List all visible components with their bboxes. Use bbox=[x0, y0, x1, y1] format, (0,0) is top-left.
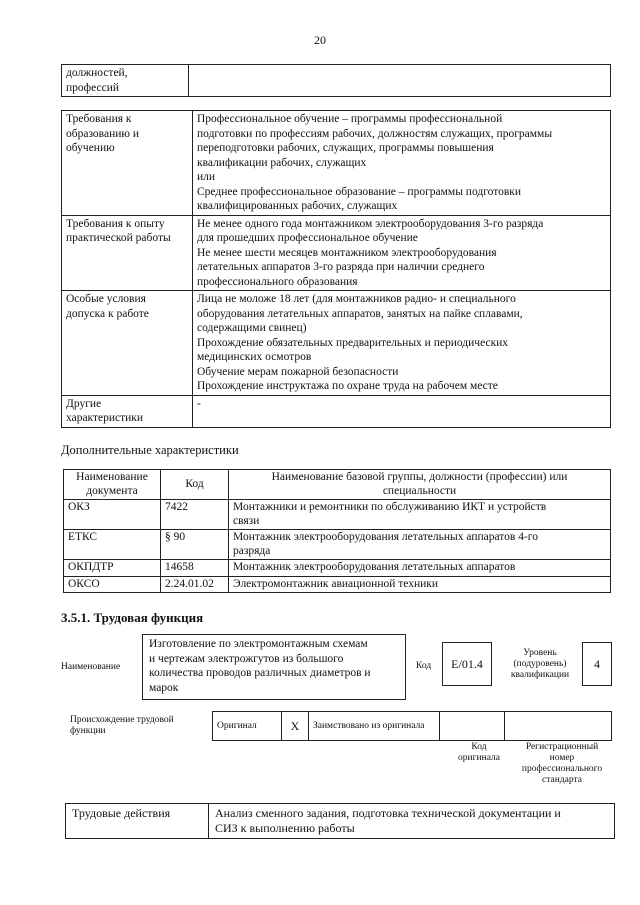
cell-document: ЕТКС bbox=[64, 530, 161, 560]
reg-number-caption bbox=[512, 742, 612, 786]
requirements-table bbox=[61, 110, 611, 428]
header-code: Код bbox=[161, 470, 229, 500]
table-row bbox=[64, 576, 611, 593]
reg-number-cell bbox=[505, 712, 612, 741]
level-label bbox=[498, 648, 582, 681]
name-line: марок bbox=[149, 681, 179, 694]
header-line: Наименование базовой группы, должности (профессии) или bbox=[271, 471, 568, 483]
label-line: практической работы bbox=[66, 232, 171, 244]
original-mark: X bbox=[282, 712, 309, 741]
level-label-line: Уровень bbox=[523, 648, 557, 658]
value-line: подготовки по профессиям рабочих, должностям служащих, программы bbox=[197, 127, 553, 140]
value-line: Профессиональное обучение – программы профессиональной bbox=[197, 113, 503, 125]
name-line: Монтажник электрооборудования летательных аппаратов bbox=[233, 561, 516, 573]
borrowed-label: Заимствовано из оригинала bbox=[309, 712, 440, 741]
level-value: 4 bbox=[594, 656, 600, 671]
labor-actions-label: Трудовые действия bbox=[66, 804, 209, 839]
value-line: переподготовки рабочих, служащих, программы повышения bbox=[197, 142, 494, 154]
value-line: Лица не моложе 18 лет (для монтажников радио- и специального bbox=[197, 293, 516, 305]
caption-line: оригинала bbox=[458, 753, 500, 763]
label-line: Требования к bbox=[66, 113, 132, 125]
caption-line: Код bbox=[471, 742, 487, 752]
requirement-label bbox=[62, 111, 193, 216]
code-value: E/01.4 bbox=[451, 656, 483, 671]
page-number: 20 bbox=[314, 33, 326, 47]
code-original-cell bbox=[440, 712, 505, 741]
additional-characteristics-table bbox=[63, 469, 611, 593]
value-line: Обучение мерам пожарной безопасности bbox=[197, 365, 399, 378]
cell-name bbox=[229, 576, 611, 593]
label-line: Другие bbox=[66, 397, 102, 410]
cell-document: ОКСО bbox=[64, 576, 161, 593]
cell-code: 7422 bbox=[161, 500, 229, 530]
labor-actions-table bbox=[65, 803, 615, 839]
label-line: должностей, bbox=[66, 67, 128, 79]
caption-line: номер bbox=[549, 753, 575, 763]
cell-code: § 90 bbox=[161, 530, 229, 560]
origin-label-line: Происхождение трудовой bbox=[70, 715, 174, 725]
name-line: разряда bbox=[233, 544, 271, 557]
value-line: квалификации рабочих, служащих bbox=[197, 156, 367, 169]
name-line: Изготовление по электромонтажным схемам bbox=[149, 638, 368, 650]
value-line: Прохождение обязательных предварительных и периодических bbox=[197, 336, 509, 349]
cell-name bbox=[229, 500, 611, 530]
requirement-value bbox=[193, 395, 611, 427]
requirement-label bbox=[62, 395, 193, 427]
value-line: Среднее профессиональное образование – программы подготовки bbox=[197, 185, 522, 198]
value-line: летательных аппаратов 3-го разряда при наличии среднего bbox=[197, 261, 485, 273]
requirement-label bbox=[62, 215, 193, 291]
function-name-box bbox=[142, 634, 406, 700]
value-line: или bbox=[197, 171, 216, 183]
requirements-row-education bbox=[62, 111, 611, 216]
value-line: профессионального образования bbox=[197, 275, 358, 288]
original-label: Оригинал bbox=[213, 712, 282, 741]
requirements-row-experience bbox=[62, 215, 611, 291]
labor-function-title: 3.5.1. Трудовая функция bbox=[61, 610, 204, 625]
name-line: Монтажники и ремонтники по обслуживанию ИКТ и устройств bbox=[233, 501, 547, 513]
name-line: Электромонтажник авиационной техники bbox=[233, 577, 439, 590]
name-line: и чертежам электрожгутов из большого bbox=[149, 652, 344, 665]
requirements-row-admission bbox=[62, 291, 611, 396]
value-line: Не менее одного года монтажником электрооборудования 3-го разряда bbox=[197, 217, 544, 230]
requirements-row-other bbox=[62, 395, 611, 427]
cell-code: 14658 bbox=[161, 560, 229, 577]
caption-line: Регистрационный bbox=[525, 742, 599, 752]
level-label-line: (подуровень) bbox=[513, 659, 567, 669]
table-header-row bbox=[64, 470, 611, 500]
requirement-value bbox=[193, 111, 611, 216]
labor-actions-value bbox=[209, 804, 615, 839]
value-line: - bbox=[197, 397, 201, 410]
cell-name bbox=[229, 530, 611, 560]
name-label: Наименование bbox=[61, 662, 121, 672]
continuation-value bbox=[189, 65, 611, 97]
value-line: оборудования летательных аппаратов, занятых на пайке сплавами, bbox=[197, 307, 523, 320]
header-name bbox=[229, 470, 611, 500]
label-line: Требования к опыту bbox=[66, 217, 165, 230]
label-line: обучению bbox=[66, 142, 115, 154]
origin-label bbox=[70, 715, 174, 737]
cell-code: 2.24.01.02 bbox=[161, 576, 229, 593]
table-row bbox=[64, 500, 611, 530]
value-line: Не менее шести месяцев монтажником электрооборудования bbox=[197, 246, 497, 259]
requirement-value bbox=[193, 215, 611, 291]
continuation-table bbox=[61, 64, 611, 97]
value-line: содержащими свинец) bbox=[197, 322, 307, 334]
continuation-label bbox=[62, 65, 189, 97]
header-line: документа bbox=[86, 484, 138, 497]
label-line: допуска к работе bbox=[66, 307, 149, 320]
label-line: характеристики bbox=[66, 412, 144, 424]
level-label-line: квалификации bbox=[510, 670, 570, 680]
code-original-caption bbox=[448, 742, 510, 764]
value-line: СИЗ к выполнению работы bbox=[215, 821, 355, 835]
label-line: Особые условия bbox=[66, 293, 146, 305]
label-line: профессий bbox=[66, 81, 120, 94]
cell-document: ОКЗ bbox=[64, 500, 161, 530]
label-line: образованию и bbox=[66, 127, 139, 140]
additional-characteristics-title: Дополнительные характеристики bbox=[61, 443, 239, 457]
requirement-label bbox=[62, 291, 193, 396]
value-line: Анализ сменного задания, подготовка технической документации и bbox=[215, 806, 561, 820]
value-line: квалифицированных рабочих, служащих bbox=[197, 200, 398, 212]
caption-line: профессионального bbox=[521, 764, 603, 774]
value-line: для прошедших профессиональное обучение bbox=[197, 232, 418, 244]
table-row bbox=[64, 530, 611, 560]
value-line: медицинских осмотров bbox=[197, 351, 312, 363]
code-value-box bbox=[442, 642, 492, 686]
value-line: Прохождение инструктажа по охране труда на рабочем месте bbox=[197, 380, 498, 392]
cell-document: ОКПДТР bbox=[64, 560, 161, 577]
header-document bbox=[64, 470, 161, 500]
code-label: Код bbox=[416, 661, 432, 671]
name-line: Монтажник электрооборудования летательных аппаратов 4-го bbox=[233, 531, 538, 543]
cell-name bbox=[229, 560, 611, 577]
origin-table bbox=[212, 711, 612, 741]
level-value-box bbox=[582, 642, 612, 686]
requirement-value bbox=[193, 291, 611, 396]
header-line: специальности bbox=[382, 484, 457, 497]
header-line: Наименование bbox=[76, 471, 148, 483]
caption-line: стандарта bbox=[542, 775, 582, 785]
table-row bbox=[64, 560, 611, 577]
name-line: количества проводов различных диаметров и bbox=[149, 667, 371, 679]
origin-label-line: функции bbox=[70, 726, 106, 736]
name-line: связи bbox=[233, 514, 260, 527]
